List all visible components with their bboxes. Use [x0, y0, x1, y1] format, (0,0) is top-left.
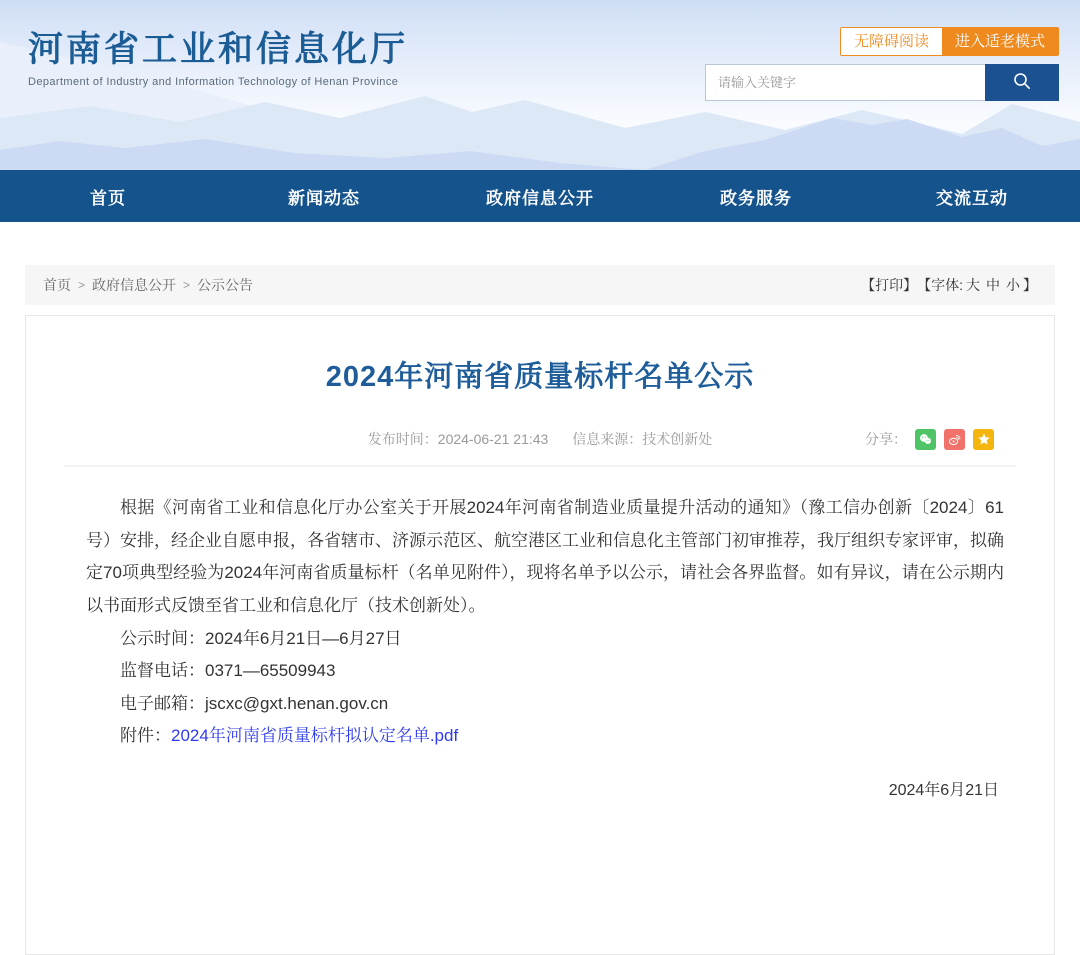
- page-tools: [861, 275, 1037, 295]
- font-size-label-suffix: 】: [1023, 277, 1037, 293]
- search-icon: [1011, 70, 1033, 95]
- attachment-label: 附件：: [120, 726, 171, 746]
- elder-mode-button[interactable]: 进入适老模式: [942, 28, 1058, 55]
- font-size-small-button[interactable]: 小: [1006, 277, 1020, 293]
- font-size-label: 【字体:: [917, 277, 963, 293]
- breadcrumb-home[interactable]: 首页: [43, 277, 71, 293]
- font-size-large-button[interactable]: 大: [966, 277, 980, 293]
- site-title: 河南省工业和信息化厅: [28, 30, 409, 69]
- email-line: 电子邮箱：jscxc@gxt.henan.gov.cn: [120, 693, 389, 713]
- accessibility-reading-button[interactable]: 无障碍阅读: [841, 28, 942, 55]
- search-bar: [705, 64, 1059, 101]
- main-navigation: [0, 170, 1080, 222]
- breadcrumb-separator: >: [78, 278, 86, 292]
- article-title: 2024年河南省质量标杆名单公示: [325, 361, 755, 393]
- search-input[interactable]: [705, 64, 985, 101]
- nav-item-home[interactable]: 首页: [90, 188, 126, 208]
- utility-buttons: [840, 27, 1059, 56]
- search-button[interactable]: [985, 64, 1059, 101]
- nav-item-news[interactable]: 新闻动态: [288, 188, 360, 208]
- lead-paragraph: 根据《河南省工业和信息化厅办公室关于开展2024年河南省制造业质量提升活动的通知》（豫工信办创新〔2024〕61号）安排，经企业自愿申报，各省辖市、济源示范区、航空港区工业和信息化主管部门初审推荐，我厅组织专家评审，拟确定70项典型经验为2024年河南省质量标杆（名单见附件），现将名单予以公示，请社会各界监督。如有异议，请在公示期内以书面形式反馈至省工业和信息化厅（技术创新处）。: [86, 498, 1004, 615]
- print-button[interactable]: 【打印】: [861, 277, 918, 293]
- attachment-line: [86, 720, 1004, 753]
- weibo-share-icon[interactable]: [944, 429, 965, 450]
- source-label: 信息来源：: [572, 431, 643, 447]
- breadcrumb-separator: >: [183, 278, 191, 292]
- breadcrumb-strip: [25, 265, 1055, 305]
- breadcrumb: [43, 275, 253, 295]
- meta-divider: [64, 465, 1016, 467]
- source-value: 技术创新处: [642, 431, 713, 447]
- site-header: [0, 0, 1080, 170]
- nav-item-gov-info[interactable]: 政府信息公开: [486, 188, 594, 208]
- supervision-phone-line: 监督电话：0371—65509943: [120, 661, 336, 681]
- article-meta: [26, 428, 1054, 450]
- article-card: [25, 315, 1055, 955]
- site-subtitle: Department of Industry and Information Technology of Henan Province: [28, 76, 399, 88]
- font-size-medium-button[interactable]: 中: [986, 277, 1000, 293]
- nav-item-services[interactable]: 政务服务: [720, 188, 792, 208]
- document-date: 2024年6月21日: [888, 782, 999, 799]
- publish-time: 2024-06-21 21:43: [437, 431, 549, 447]
- publish-time-label: 发布时间：: [367, 431, 438, 447]
- favorite-star-share-icon[interactable]: [973, 429, 994, 450]
- breadcrumb-announcements[interactable]: 公示公告: [197, 277, 254, 293]
- notice-period-line: 公示时间：2024年6月21日—6月27日: [120, 628, 402, 648]
- wechat-share-icon[interactable]: [915, 429, 936, 450]
- site-logo: [28, 22, 408, 88]
- share-label: 分享：: [865, 431, 907, 447]
- attachment-pdf-link[interactable]: 2024年河南省质量标杆拟认定名单.pdf: [171, 726, 459, 746]
- nav-item-interaction[interactable]: 交流互动: [936, 188, 1008, 208]
- breadcrumb-gov-info[interactable]: 政府信息公开: [92, 277, 177, 293]
- article-body: [86, 492, 1004, 753]
- share-box: [865, 428, 994, 450]
